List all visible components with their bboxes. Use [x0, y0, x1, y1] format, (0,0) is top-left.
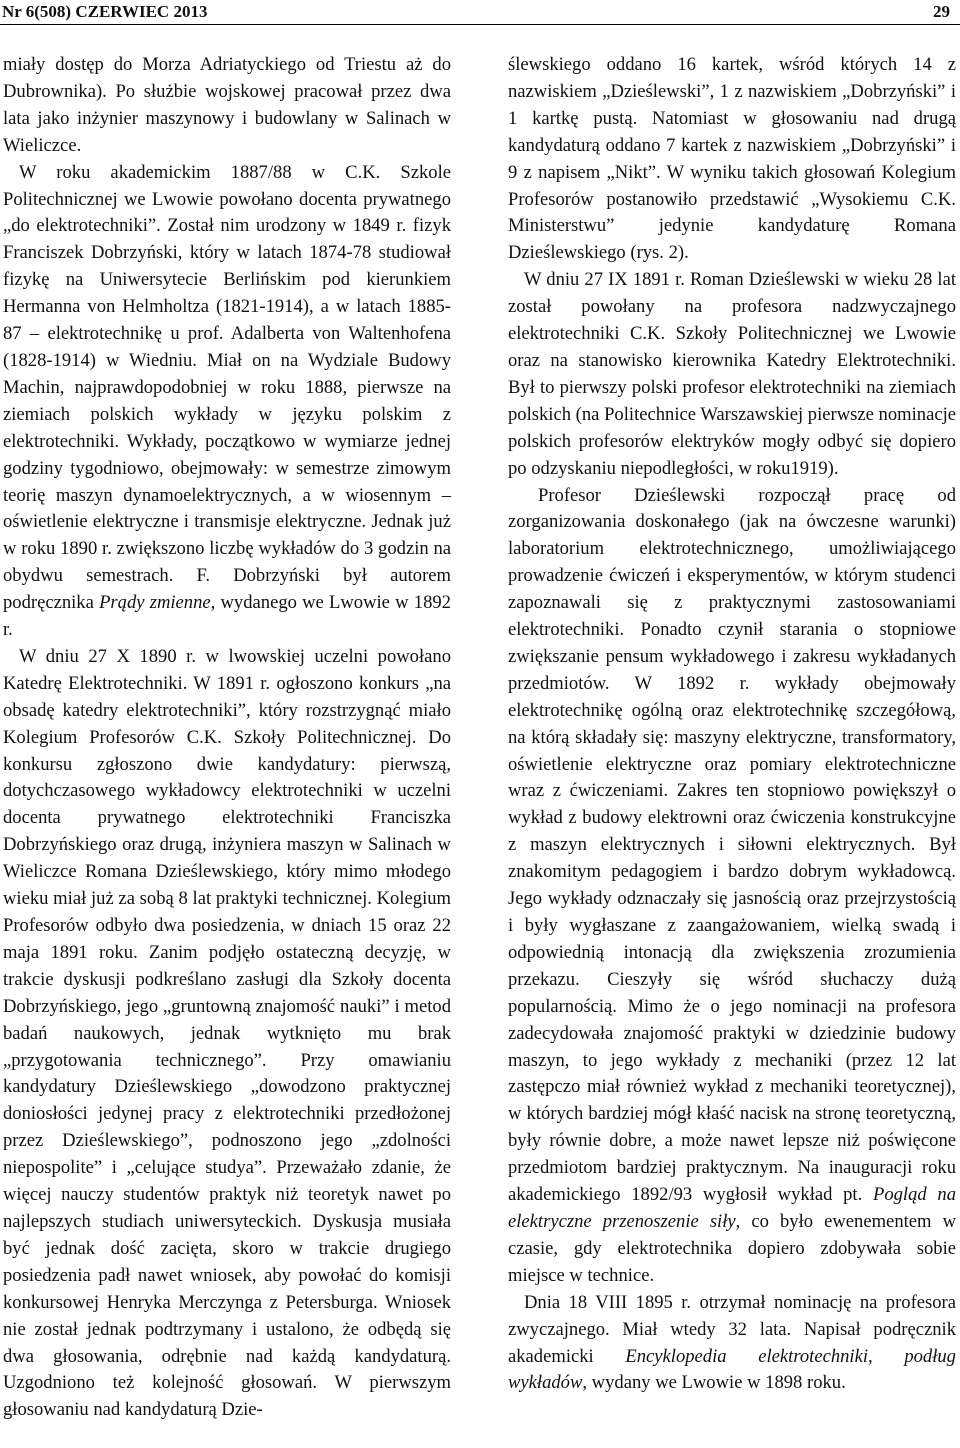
- paragraph: miały dostęp do Morza Adriatyckiego od Triestu aż do Dubrownika). Po służbie wojskowej pracował przez dwa lata jako inżynier maszynowy i budowlany w Salinach w Wieliczce.: [3, 54, 451, 156]
- page-header: [0, 0, 960, 26]
- paragraph: [508, 1290, 956, 1398]
- paragraph: ślewskiego oddano 16 kartek, wśród których 14 z nazwiskiem „Dzieślewski”, 1 z nazwiskiem „Dobrzyński” i 1 kartkę pustą. Natomiast w głosowaniu nad drugą kandydaturą oddano 7 kartek z nazwiskiem „Dobrzyński” i 9 z napisem „Nikt”. W wyniku takich głosowań Kolegium Profesorów postanowiło przedstawić „Wysokiemu C.K. Ministerstwu” jedynie kandydaturę Romana Dzieślewskiego (rys. 2).: [508, 54, 956, 264]
- paragraph-text: Profesor Dzieślewski rozpoczął pracę od zorganizowania doskonałego (jak na ówczesne warunki) laboratorium elektrotechnicznego, umożliwiającego prowadzenie ćwiczeń i eksperymentów, w którym studenci zapoznawali się z praktycznymi zastosowaniami elektrotechniki. Ponadto czynił starania o stopniowe zwiększanie pensum wykładowego i zakresu wykładanych przedmiotów. W 1892 r. wykłady obejmowały elektrotechnikę ogólną oraz elektrotechnikę szczegółową, na którą składały się: maszyny elektryczne, transformatory, oświetlenie elektryczne oraz pomiary elektrotechniczne wraz z ćwiczeniami. Zakres ten stopniowo powiększył o wykład z budowy elektrowni oraz ćwiczenia konstrukcyjne z maszyn elektrycznych i siłowni elektrycznych. Był znakomitym pedagogiem i bardzo dobrym wykładowcą. Jego wykłady odznaczały się jasnością oraz przejrzystością i były wygłaszane z zaangażowaniem, wielką swadą i odpowiednią intonacją dla zwiększenia zrozumienia przekazu. Cieszyły się wśród słuchaczy dużą popularnością. Mimo że o jego nominacji na profesora zadecydowała znajomość praktyki w dziedzinie budowy maszyn, to jego wykłady z mechaniki (przez 12 lat zastępczo miał również wykład z mechaniki teoretycznej), w których bardziej mógł kłaść nacisk na stronę teoretyczną, były równie dobre, a może nawet lepsze niż poświęcone przedmiotom bardziej praktycznym. Na inauguracji roku akademickiego 1892/93 wygłosił wykład pt.: [508, 484, 956, 1206]
- issue-label: Nr 6(508) CZERWIEC 2013: [2, 2, 208, 21]
- paragraph-text: Dnia 18 VIII 1895 r. otrzymał nominację na profesora zwyczajnego. Miał wtedy 32 lata. Napisał podręcznik akademicki: [508, 1291, 956, 1367]
- paragraph-text: , wydany we Lwowie w 1898 roku.: [582, 1372, 846, 1394]
- header-rule: [0, 24, 960, 25]
- left-column: [3, 52, 451, 1424]
- paragraph-text: , co było ewenementem w czasie, gdy elektrotechnika dopiero zdobywała sobie miejsce w technice.: [508, 1210, 956, 1286]
- paragraph: [3, 160, 451, 644]
- page-number: 29: [933, 2, 950, 21]
- paragraph: W dniu 27 X 1890 r. w lwowskiej uczelni powołano Katedrę Elektrotechniki. W 1891 r. ogłoszono konkurs „na obsadę katedry elektrotechniki”, który rozstrzygnąć miało Kolegium Profesorów C.K. Szkoły Politechnicznej. Do konkursu zgłoszono dwie kandydatury: pierwszą, dotychczasowego wykładowcy elektrotechniki w uczelni docenta prywatnego elektrotechniki Franciszka Dobrzyńskiego oraz drugą, inżyniera maszyn w Salinach w Wieliczce Romana Dzieślewskiego, który mimo młodego wieku miał już za sobą 8 lat praktyki technicznej. Kolegium Profesorów odbyło dwa posiedzenia, w dniach 15 oraz 22 maja 1891 roku. Zanim podjęło ostateczną decyzję, w trakcie dyskusji podkreślano zasługi dla Szkoły docenta Dobrzyńskiego, jego „gruntowną znajomość nauki” i metod badań naukowych, jednak wytknięto mu brak „przygotowania technicznego”. Przy omawianiu kandydatury Dzieślewskiego „dowodzono praktycznej doniosłości jedynej pracy z elektrotechniki przedłożonej przez Dzieślewskiego”, podnoszono jego „zdolności niepospolite” i „celujące studya”. Przeważało zdanie, że więcej nauczy studentów praktyk niż teoretyk nawet po najlepszych studiach uniwersyteckich. Dyskusja musiała być jednak dość zacięta, skoro w trakcie drugiego posiedzenia padł nawet wniosek, aby powołać do komisji konkursowej Henryka Merczynga z Petersburga. Wniosek nie został jednak podtrzymany i ustalono, że odbędą się dwa głosowania, odrębnie nad każdą kandydaturą. Uzgodniono też kolejność głosowań. W pierwszym głosowaniu nad kandydaturą Dzie-: [3, 645, 451, 1421]
- paragraph-text: W roku akademickim 1887/88 w C.K. Szkole Politechnicznej we Lwowie powołano docenta prywatnego „do elektrotechniki”. Został nim urodzony w 1849 r. fizyk Franciszek Dobrzyński, który w latach 1874-78 studiował fizykę na Uniwersytecie Berlińskim pod kierunkiem Hermanna von Helmholtza (1821-1914), a w latach 1885-87 – elektrotechnikę u prof. Adalberta von Waltenhofena (1828-1914) w Wiedniu. Miał on na Wydziale Budowy Machin, najprawdopodobniej w roku 1888, pierwsze na ziemiach polskich wykłady w języku polskim z elektrotechniki. Wykłady, początkowo w wymiarze jednej godziny tygodniowo, obejmowały: w semestrze zimowym teorię maszyn dynamoelektrycznych, a w wiosennym – oświetlenie elektryczne i transmisje elektryczne. Jednak już w roku 1890 r. zwiększono liczbę wykładów do 3 godzin na obydwu semestrach. F. Dobrzyński był autorem podręcznika: [3, 161, 451, 614]
- book-title: Encyklopedia elektrotechniki, podług wykładów: [508, 1345, 956, 1394]
- book-title: Prądy zmienne: [99, 592, 211, 614]
- paragraph-text: , wydanego we Lwowie w 1892 r.: [3, 592, 451, 641]
- right-column: [508, 52, 956, 1397]
- lecture-title: Pogląd na elektryczne przenoszenie siły: [508, 1184, 956, 1232]
- paragraph: W dniu 27 IX 1891 r. Roman Dzieślewski w wieku 28 lat został powołany na profesora nadzwyczajnego elektrotechniki C.K. Szkoły Politechnicznej we Lwowie oraz na stanowisko kierownika Katedry Elektrotechniki. Był to pierwszy polski profesor elektrotechniki na ziemiach polskich (na Politechnice Warszawskiej pierwsze nominacje polskich profesorów elektryków mogły odbyć się dopiero po odzyskaniu niepodległości, w roku1919).: [508, 269, 956, 479]
- paragraph: [508, 483, 956, 1290]
